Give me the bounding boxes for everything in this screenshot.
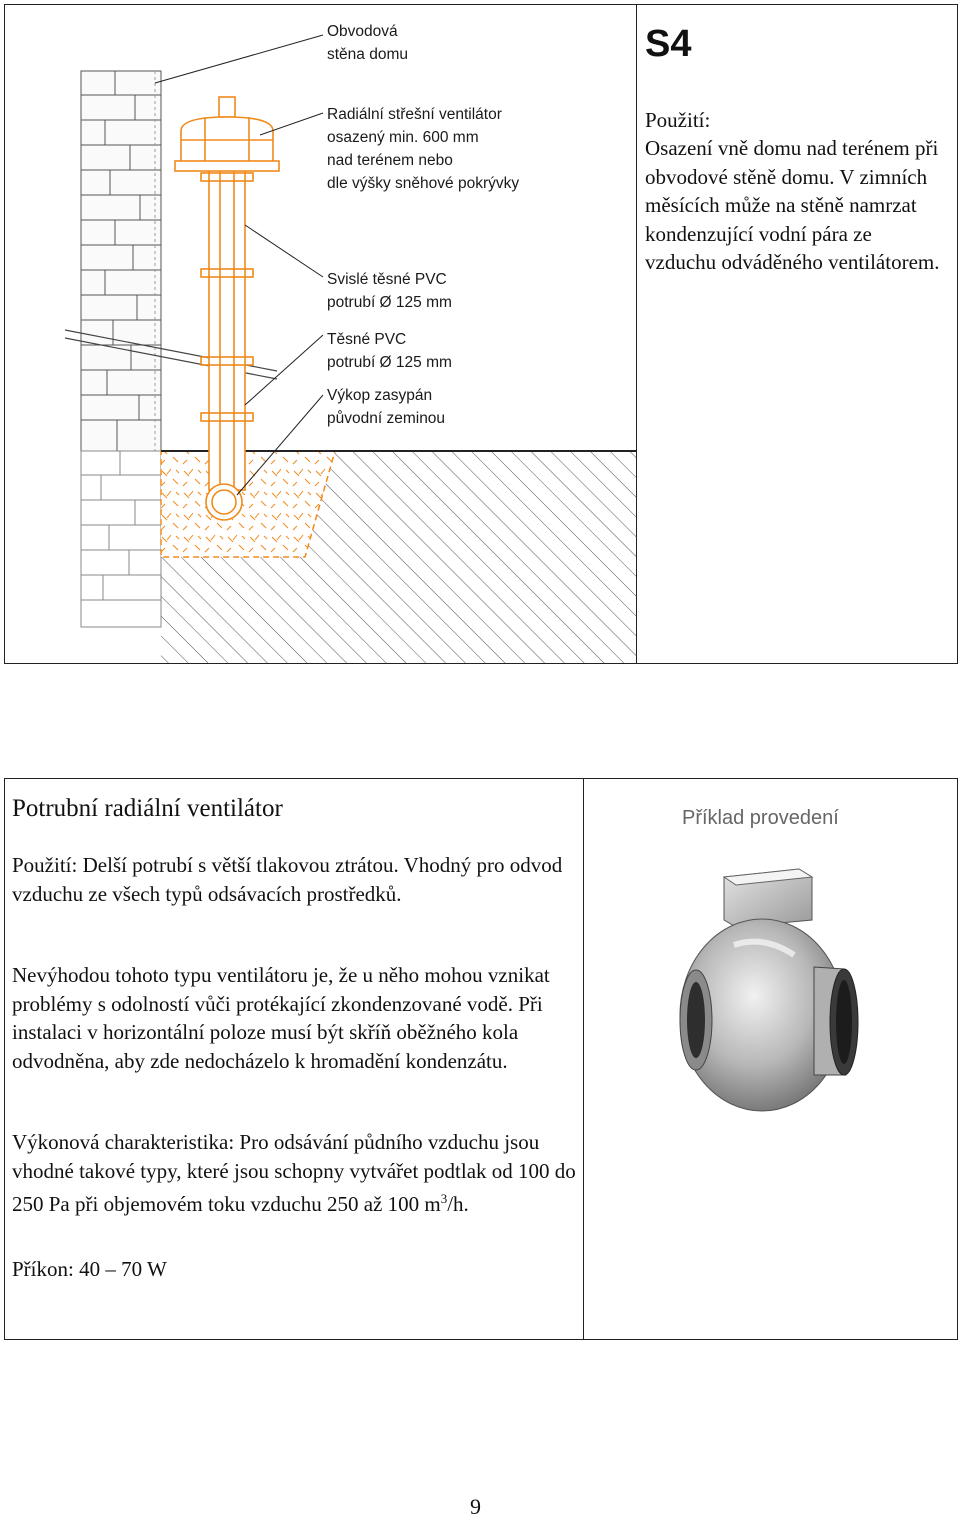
label-pipe-1: Těsné PVC bbox=[327, 331, 407, 348]
performance-unit: /h. bbox=[447, 1192, 469, 1216]
performance-paragraph bbox=[12, 1128, 582, 1219]
section-code: S4 bbox=[645, 23, 692, 65]
label-wall-1: Obvodová bbox=[327, 23, 398, 40]
label-fan-3: nad terénem nebo bbox=[327, 152, 453, 169]
performance-text: Výkonová charakteristika: Pro odsávání půdního vzduchu jsou vhodné takové typy, které jsou schopny vytvářet podtlak od 100 do 250 Pa při objemovém toku vzduchu 250 až 100 m bbox=[12, 1130, 576, 1216]
section-title: Potrubní radiální ventilátor bbox=[12, 795, 283, 822]
label-fan-4: dle výšky sněhové pokrývky bbox=[327, 175, 520, 192]
brick-wall bbox=[81, 71, 161, 451]
label-fan-2: osazený min. 600 mm bbox=[327, 129, 479, 146]
label-trench-2: původní zeminou bbox=[327, 410, 446, 427]
performance-superscript: 3 bbox=[440, 1191, 448, 1206]
duct-fan-panel bbox=[4, 778, 958, 1340]
power-paragraph: Příkon: 40 – 70 W bbox=[12, 1257, 167, 1281]
label-fan-1: Radiální střešní ventilátor bbox=[327, 106, 502, 123]
label-wall-2: stěna domu bbox=[327, 46, 408, 63]
label-vpipe-1: Svislé těsné PVC bbox=[327, 271, 447, 288]
example-label: Příklad provedení bbox=[682, 807, 839, 829]
page-number: 9 bbox=[470, 1494, 481, 1519]
roof-fan-installation-diagram bbox=[5, 5, 636, 663]
vertical-pipe bbox=[201, 170, 253, 520]
column-divider bbox=[636, 5, 637, 663]
usage-paragraph: Použití: Delší potrubí s větší tlakovou ztrátou. Vhodný pro odvod vzduchu ze všech typů odsávacích prostředků. bbox=[12, 853, 563, 906]
roof-fan-panel bbox=[4, 4, 958, 664]
foundation-wall bbox=[81, 451, 161, 627]
label-trench-1: Výkop zasypán bbox=[327, 387, 433, 404]
usage-heading: Použití: bbox=[645, 108, 711, 132]
label-vpipe-2: potrubí Ø 125 mm bbox=[327, 294, 452, 311]
duct-fan-image bbox=[674, 865, 864, 1117]
disadvantage-paragraph: Nevýhodou tohoto typu ventilátoru je, že u něho mohou vznikat problémy s odolností vůči protékající zkondenzované vodě. Při instalaci v horizontální poloze musí být skříň oběžného kola odvodněna, aby zde nedocházelo k hromadění kondenzátu. bbox=[12, 963, 550, 1073]
column-divider bbox=[583, 779, 584, 1339]
label-pipe-2: potrubí Ø 125 mm bbox=[327, 354, 452, 371]
roof-fan-usage bbox=[645, 106, 945, 276]
usage-text: Osazení vně domu nad terénem při obvodové stěně domu. V zimních měsících může na stěně namrzat kondenzující vodní pára ze vzduchu odváděného ventilátorem. bbox=[645, 136, 940, 275]
